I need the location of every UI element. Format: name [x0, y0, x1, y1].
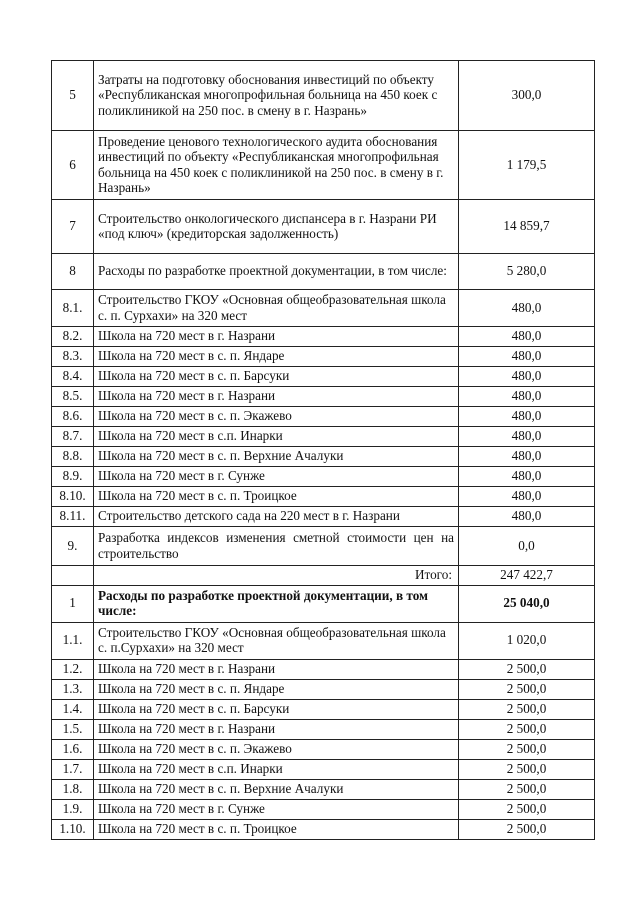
row-value: 480,0: [459, 507, 595, 527]
row-value: 2 500,0: [459, 759, 595, 779]
row-name: Школа на 720 мест в с. п. Барсуки: [94, 367, 459, 387]
row-name: Строительство онкологического диспансера в г. Назрани РИ «под ключ» (кредиторская задолженность): [94, 200, 459, 254]
row-number: 8.11.: [52, 507, 94, 527]
row-value: 2 500,0: [459, 699, 595, 719]
row-name: Школа на 720 мест в с. п. Троицкое: [94, 819, 459, 839]
table-row: [52, 622, 595, 659]
row-number: 8.3.: [52, 347, 94, 367]
row-value: 480,0: [459, 427, 595, 447]
row-number: 8.10.: [52, 487, 94, 507]
table-row: [52, 527, 595, 566]
row-name: Расходы по разработке проектной документации, в том числе:: [94, 585, 459, 622]
row-value: 2 500,0: [459, 799, 595, 819]
table-row: [52, 679, 595, 699]
row-number: 9.: [52, 527, 94, 566]
total-value: 247 422,7: [459, 566, 595, 586]
table-row: [52, 407, 595, 427]
row-name: Школа на 720 мест в с. п. Верхние Ачалуки: [94, 447, 459, 467]
row-value: 0,0: [459, 527, 595, 566]
total-label: Итого:: [94, 566, 459, 586]
row-name: Школа на 720 мест в с. п. Экажево: [94, 739, 459, 759]
row-value: 480,0: [459, 387, 595, 407]
row-name: Расходы по разработке проектной документации, в том числе:: [94, 254, 459, 290]
row-value: 480,0: [459, 447, 595, 467]
row-number: 1.10.: [52, 819, 94, 839]
row-name: Школа на 720 мест в с. п. Троицкое: [94, 487, 459, 507]
table-row: [52, 367, 595, 387]
row-value: 300,0: [459, 61, 595, 131]
row-name: Школа на 720 мест в г. Назрани: [94, 659, 459, 679]
table-row: [52, 699, 595, 719]
row-value: 480,0: [459, 487, 595, 507]
table-row: [52, 719, 595, 739]
row-number: 1.5.: [52, 719, 94, 739]
row-number: 7: [52, 200, 94, 254]
row-number: 1.1.: [52, 622, 94, 659]
row-number: 8.5.: [52, 387, 94, 407]
budget-table: [51, 60, 595, 840]
total-row: [52, 566, 595, 586]
row-name: Школа на 720 мест в с. п. Барсуки: [94, 699, 459, 719]
row-number: 8.7.: [52, 427, 94, 447]
table-row: [52, 347, 595, 367]
table-row: [52, 487, 595, 507]
row-number: 1.8.: [52, 779, 94, 799]
table-row: [52, 659, 595, 679]
row-number: 1.9.: [52, 799, 94, 819]
row-name: Школа на 720 мест в с. п. Яндаре: [94, 347, 459, 367]
row-name: Школа на 720 мест в с.п. Инарки: [94, 427, 459, 447]
row-name: Разработка индексов изменения сметной стоимости цен на строительство: [94, 527, 459, 566]
row-name: Школа на 720 мест в с.п. Инарки: [94, 759, 459, 779]
table-row: [52, 254, 595, 290]
row-number: 8.2.: [52, 327, 94, 347]
row-value: 5 280,0: [459, 254, 595, 290]
row-value: 480,0: [459, 407, 595, 427]
row-value: 2 500,0: [459, 819, 595, 839]
row-name: Строительство ГКОУ «Основная общеобразовательная школа с. п. Сурхахи» на 320 мест: [94, 290, 459, 327]
table-row: [52, 200, 595, 254]
row-value: 14 859,7: [459, 200, 595, 254]
table-row: [52, 507, 595, 527]
row-value: 480,0: [459, 367, 595, 387]
table-row: [52, 427, 595, 447]
row-number: 8.9.: [52, 467, 94, 487]
row-value: 480,0: [459, 290, 595, 327]
row-number: 8.4.: [52, 367, 94, 387]
table-row: [52, 327, 595, 347]
row-number: 6: [52, 131, 94, 200]
row-name: Школа на 720 мест в с. п. Экажево: [94, 407, 459, 427]
row-value: 25 040,0: [459, 585, 595, 622]
row-number: 8.1.: [52, 290, 94, 327]
row-value: 1 020,0: [459, 622, 595, 659]
row-value: 1 179,5: [459, 131, 595, 200]
row-number: 1.7.: [52, 759, 94, 779]
row-number: 1.4.: [52, 699, 94, 719]
row-value: 480,0: [459, 467, 595, 487]
row-name: Школа на 720 мест в г. Назрани: [94, 719, 459, 739]
row-number: 1.6.: [52, 739, 94, 759]
row-number: [52, 566, 94, 586]
table-row: [52, 585, 595, 622]
row-name: Строительство ГКОУ «Основная общеобразовательная школа с. п.Сурхахи» на 320 мест: [94, 622, 459, 659]
row-value: 2 500,0: [459, 659, 595, 679]
table-row: [52, 739, 595, 759]
table-row: [52, 799, 595, 819]
row-value: 2 500,0: [459, 779, 595, 799]
table-row: [52, 387, 595, 407]
row-name: Школа на 720 мест в г. Назрани: [94, 387, 459, 407]
table-row: [52, 467, 595, 487]
table-row: [52, 61, 595, 131]
table-row: [52, 779, 595, 799]
row-number: 8: [52, 254, 94, 290]
row-name: Проведение ценового технологического аудита обоснования инвестиций по объекту «Республиканская многопрофильная больница на 450 коек с поликлиникой на 250 пос. в смену в г. Назрань»: [94, 131, 459, 200]
row-name: Школа на 720 мест в с. п. Верхние Ачалуки: [94, 779, 459, 799]
row-name: Школа на 720 мест в г. Назрани: [94, 327, 459, 347]
row-number: 8.8.: [52, 447, 94, 467]
table-row: [52, 447, 595, 467]
row-name: Затраты на подготовку обоснования инвестиций по объекту «Республиканская многопрофильная больница на 450 коек с поликлиникой на 250 пос. в смену в г. Назрань»: [94, 61, 459, 131]
row-number: 1.3.: [52, 679, 94, 699]
row-value: 2 500,0: [459, 739, 595, 759]
row-name: Школа на 720 мест в с. п. Яндаре: [94, 679, 459, 699]
row-number: 5: [52, 61, 94, 131]
row-value: 480,0: [459, 347, 595, 367]
row-name: Школа на 720 мест в г. Сунже: [94, 467, 459, 487]
row-name: Школа на 720 мест в г. Сунже: [94, 799, 459, 819]
row-name: Строительство детского сада на 220 мест в г. Назрани: [94, 507, 459, 527]
row-value: 2 500,0: [459, 679, 595, 699]
row-number: 1.2.: [52, 659, 94, 679]
table-row: [52, 759, 595, 779]
table-row: [52, 290, 595, 327]
row-value: 480,0: [459, 327, 595, 347]
row-number: 8.6.: [52, 407, 94, 427]
row-value: 2 500,0: [459, 719, 595, 739]
table-row: [52, 819, 595, 839]
row-number: 1: [52, 585, 94, 622]
table-row: [52, 131, 595, 200]
